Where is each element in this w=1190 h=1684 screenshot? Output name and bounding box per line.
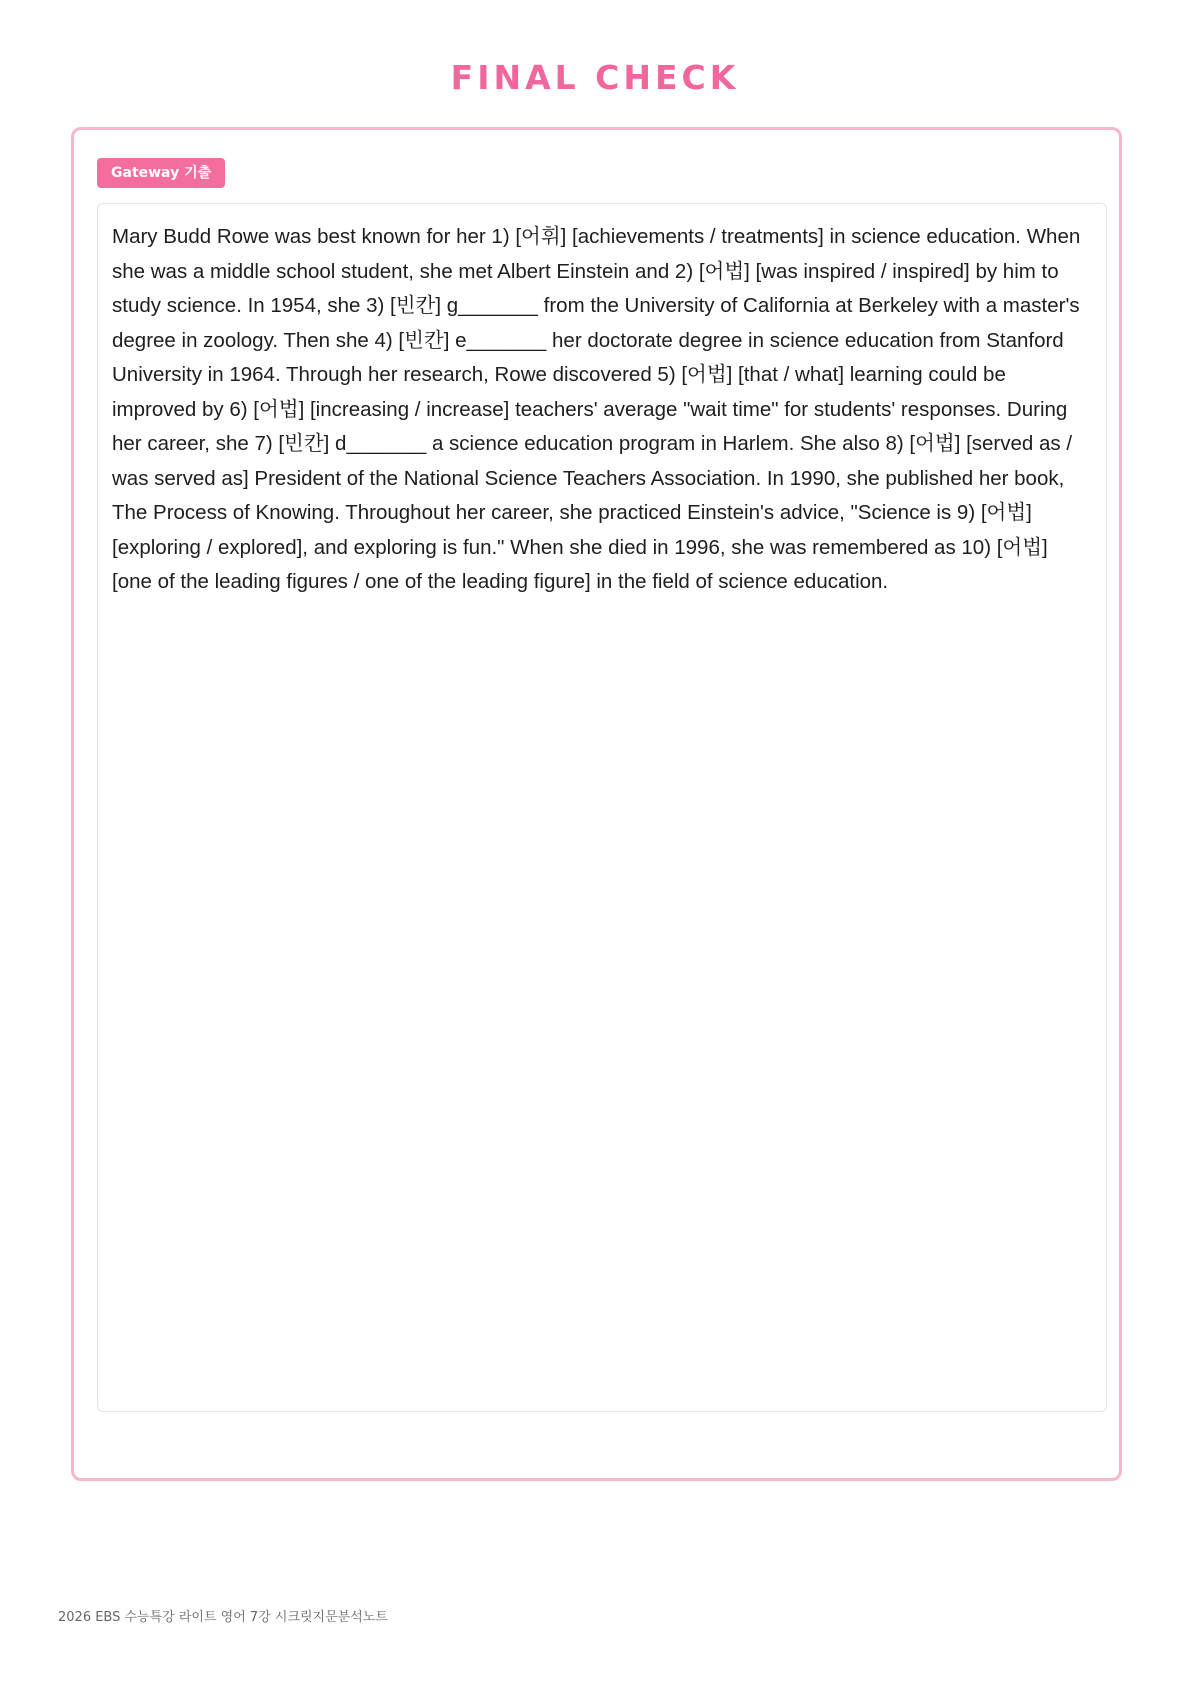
footer-text: 2026 EBS 수능특강 라이트 영어 7강 시크릿지문분석노트 [58,1610,388,1625]
passage-box [97,203,1107,1412]
final-check-frame [71,127,1122,1481]
gateway-tag: Gateway 기출 [97,158,225,188]
passage-text: Mary Budd Rowe was best known for her 1) [어휘] [achievements / treatments] in science education. When she was a middle school student, she met Albert Einstein and 2) [어법] [was inspired / inspired] by him to study science. In 1954, she 3) [빈칸] g_______ from the University of California at Berkeley with a master's degree in zoology. Then she 4) [빈칸] e_______ her doctorate degree in science education from Stanford University in 1964. Through her research, Rowe discovered 5) [어법] [that / what] learning could be improved by 6) [어법] [increasing / increase] teachers' average "wait time" for students' responses. During her career, she 7) [빈칸] d_______ a science education program in Harlem. She also 8) [어법] [served as / was served as] President of the National Science Teachers Association. In 1990, she published her book, The Process of Knowing. Throughout her career, she practiced Einstein's advice, "Science is 9) [어법] [exploring / explored], and exploring is fun." When she died in 1996, she was remembered as 10) [어법] [one of the leading figures / one of the leading figure] in the field of science education. [112,225,1081,593]
page-title: FINAL CHECK [450,58,740,97]
